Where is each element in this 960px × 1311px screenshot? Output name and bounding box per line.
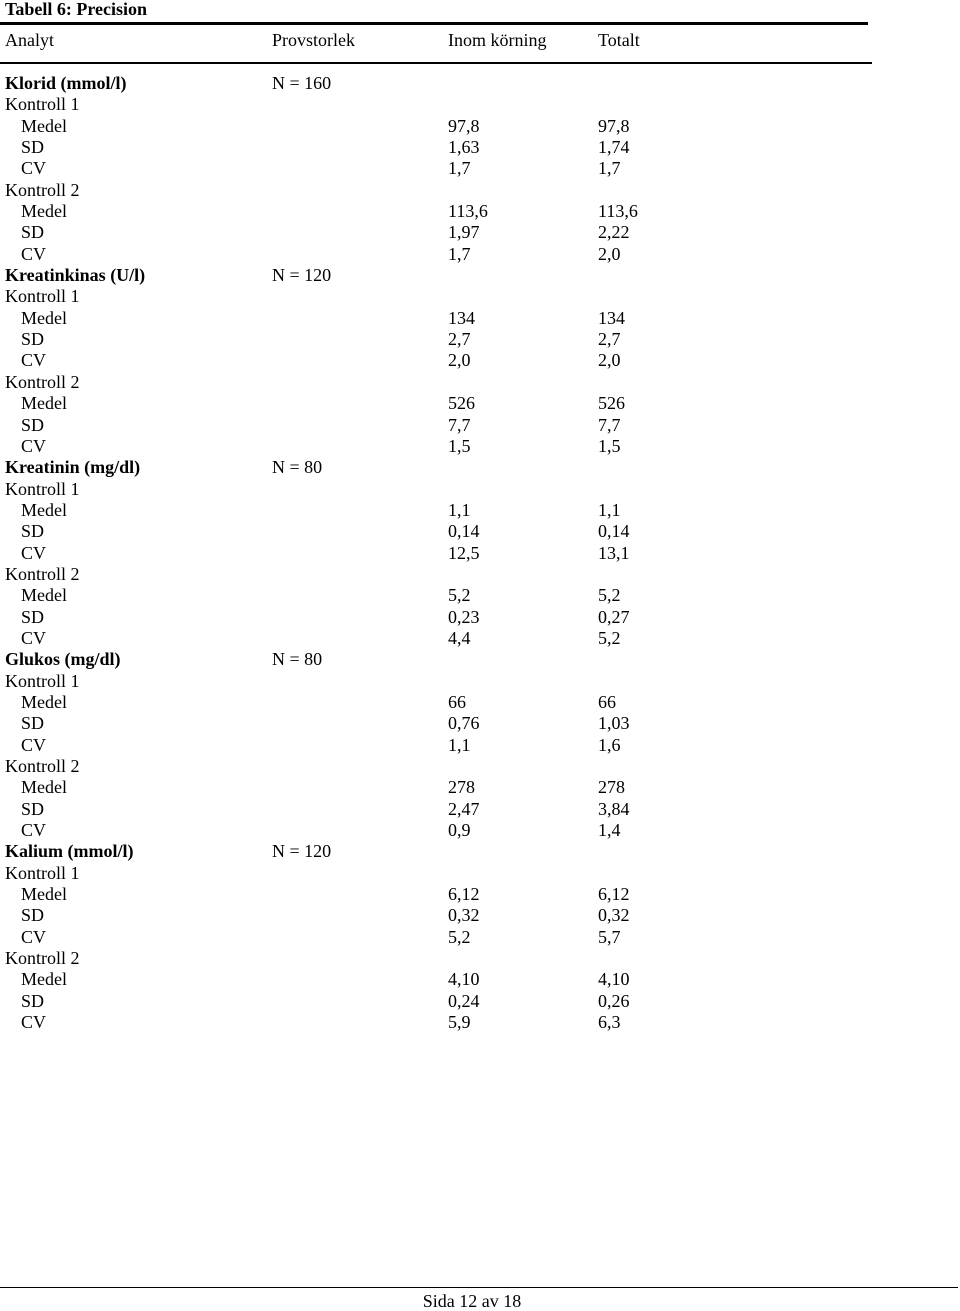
within-run-value: 2,47: [448, 798, 480, 819]
within-run-value: 5,2: [448, 926, 471, 947]
total-value: 2,22: [598, 222, 630, 243]
sample-size: N = 80: [272, 457, 323, 478]
sample-size: N = 120: [272, 841, 332, 862]
row-label: SD: [21, 137, 45, 158]
stat-row: [0, 712, 872, 733]
within-run-value: 97,8: [448, 115, 480, 136]
total-value: 0,27: [598, 606, 630, 627]
total-value: 134: [598, 307, 625, 328]
stat-row: [0, 734, 872, 755]
within-run-value: 1,63: [448, 137, 480, 158]
total-value: 5,2: [598, 627, 621, 648]
within-run-value: 6,12: [448, 884, 480, 905]
total-value: 6,12: [598, 884, 630, 905]
total-value: 7,7: [598, 414, 621, 435]
stat-row: [0, 349, 872, 370]
within-run-value: 0,24: [448, 990, 480, 1011]
stat-row: [0, 776, 872, 797]
row-label: CV: [21, 243, 47, 264]
total-value: 6,3: [598, 1012, 621, 1033]
analyte-row: [0, 264, 872, 285]
row-label: Kontroll 1: [5, 478, 80, 499]
total-value: 4,10: [598, 969, 630, 990]
total-value: 13,1: [598, 542, 630, 563]
row-label: SD: [21, 798, 45, 819]
row-label: SD: [21, 521, 45, 542]
row-label: SD: [21, 905, 45, 926]
total-value: 5,7: [598, 926, 621, 947]
stat-row: [0, 115, 872, 136]
row-label: CV: [21, 158, 47, 179]
row-label: Medel: [21, 201, 67, 222]
stat-row: [0, 328, 872, 349]
page-number: Sida 12 av 18: [422, 1291, 522, 1311]
within-run-value: 7,7: [448, 414, 471, 435]
stat-row: [0, 414, 872, 435]
control-row: [0, 285, 872, 306]
row-label: Medel: [21, 777, 67, 798]
stat-row: [0, 904, 872, 925]
within-run-value: 0,9: [448, 820, 471, 841]
analyte-row: [0, 456, 872, 477]
within-run-value: 1,1: [448, 499, 471, 520]
row-label: Kontroll 2: [5, 179, 80, 200]
total-value: 1,74: [598, 137, 630, 158]
header-provstorlek: Provstorlek: [272, 30, 355, 50]
footer-rule: [0, 1287, 958, 1288]
total-value: 1,5: [598, 435, 621, 456]
within-run-value: 1,5: [448, 435, 471, 456]
stat-row: [0, 520, 872, 541]
total-value: 3,84: [598, 798, 630, 819]
total-value: 526: [598, 393, 625, 414]
sample-size: N = 80: [272, 649, 323, 670]
row-label: CV: [21, 542, 47, 563]
total-value: 1,6: [598, 734, 621, 755]
total-value: 1,4: [598, 820, 621, 841]
analyte-row: [0, 648, 872, 669]
stat-row: [0, 542, 872, 563]
within-run-value: 113,6: [448, 201, 488, 222]
header-analyt: Analyt: [5, 30, 54, 50]
row-label: CV: [21, 926, 47, 947]
row-label: Kontroll 2: [5, 756, 80, 776]
table-top-rule: [0, 22, 868, 25]
within-run-value: 278: [448, 777, 475, 798]
within-run-value: 1,1: [448, 734, 471, 755]
stat-row: [0, 883, 872, 904]
header-totalt: Totalt: [598, 30, 640, 50]
row-label: Kontroll 2: [5, 563, 80, 584]
total-value: 0,14: [598, 521, 630, 542]
row-label: Medel: [21, 307, 67, 328]
table-body: [0, 72, 872, 1032]
stat-row: [0, 691, 872, 712]
row-label: Kontroll 1: [5, 862, 80, 883]
stat-row: [0, 200, 872, 221]
within-run-value: 0,23: [448, 606, 480, 627]
table-title: Tabell 6: Precision: [5, 0, 148, 19]
total-value: 0,32: [598, 905, 630, 926]
within-run-value: 526: [448, 393, 475, 414]
row-label: Kreatinkinas (U/l): [5, 265, 146, 286]
row-label: CV: [21, 350, 47, 371]
row-label: CV: [21, 435, 47, 456]
sample-size: N = 120: [272, 265, 332, 286]
control-row: [0, 755, 872, 776]
control-row: [0, 93, 872, 114]
row-label: Kontroll 1: [5, 286, 80, 307]
control-row: [0, 371, 872, 392]
within-run-value: 66: [448, 691, 466, 712]
within-run-value: 1,97: [448, 222, 480, 243]
header-inom-korning: Inom körning: [448, 30, 547, 50]
row-label: Kontroll 2: [5, 371, 80, 392]
row-label: Kontroll 2: [5, 948, 80, 969]
row-label: CV: [21, 734, 47, 755]
row-label: SD: [21, 606, 45, 627]
within-run-value: 0,32: [448, 905, 480, 926]
row-label: CV: [21, 820, 47, 841]
control-row: [0, 862, 872, 883]
stat-row: [0, 392, 872, 413]
analyte-row: [0, 840, 872, 861]
within-run-value: 5,2: [448, 585, 471, 606]
total-value: 1,1: [598, 499, 621, 520]
row-label: SD: [21, 990, 45, 1011]
row-label: SD: [21, 222, 45, 243]
within-run-value: 12,5: [448, 542, 480, 563]
stat-row: [0, 606, 872, 627]
stat-row: [0, 157, 872, 178]
stat-row: [0, 307, 872, 328]
total-value: 2,0: [598, 350, 621, 371]
stat-row: [0, 926, 872, 947]
control-row: [0, 563, 872, 584]
total-value: 97,8: [598, 115, 630, 136]
within-run-value: 1,7: [448, 158, 471, 179]
sample-size: N = 160: [272, 73, 332, 93]
control-row: [0, 947, 872, 968]
total-value: 2,0: [598, 243, 621, 264]
stat-row: [0, 990, 872, 1011]
total-value: 1,03: [598, 713, 630, 734]
row-label: CV: [21, 1012, 47, 1033]
stat-row: [0, 798, 872, 819]
stat-row: [0, 221, 872, 242]
within-run-value: 4,4: [448, 627, 471, 648]
control-row: [0, 179, 872, 200]
total-value: 66: [598, 691, 616, 712]
control-row: [0, 670, 872, 691]
stat-row: [0, 819, 872, 840]
stat-row: [0, 584, 872, 605]
stat-row: [0, 243, 872, 264]
table-header-rule: [0, 62, 872, 64]
total-value: 278: [598, 777, 625, 798]
row-label: SD: [21, 329, 45, 350]
total-value: 5,2: [598, 585, 621, 606]
row-label: Kontroll 1: [5, 94, 80, 115]
stat-row: [0, 1011, 872, 1032]
row-label: Medel: [21, 393, 67, 414]
row-label: Medel: [21, 969, 67, 990]
stat-row: [0, 968, 872, 989]
row-label: Medel: [21, 115, 67, 136]
within-run-value: 134: [448, 307, 475, 328]
row-label: SD: [21, 414, 45, 435]
row-label: Kreatinin (mg/dl): [5, 457, 141, 478]
total-value: 113,6: [598, 201, 638, 222]
within-run-value: 5,9: [448, 1012, 471, 1033]
row-label: Medel: [21, 691, 67, 712]
analyte-row: [0, 72, 872, 93]
within-run-value: 4,10: [448, 969, 480, 990]
row-label: Kontroll 1: [5, 670, 80, 691]
total-value: 2,7: [598, 329, 621, 350]
row-label: Medel: [21, 499, 67, 520]
row-label: Medel: [21, 884, 67, 905]
stat-row: [0, 435, 872, 456]
control-row: [0, 478, 872, 499]
table-header: [0, 29, 868, 53]
within-run-value: 0,76: [448, 713, 480, 734]
stat-row: [0, 136, 872, 157]
total-value: 1,7: [598, 158, 621, 179]
within-run-value: 0,14: [448, 521, 480, 542]
row-label: Klorid (mmol/l): [5, 73, 127, 93]
stat-row: [0, 499, 872, 520]
stat-row: [0, 627, 872, 648]
within-run-value: 2,0: [448, 350, 471, 371]
row-label: Medel: [21, 585, 67, 606]
row-label: SD: [21, 713, 45, 734]
within-run-value: 2,7: [448, 329, 471, 350]
total-value: 0,26: [598, 990, 630, 1011]
row-label: CV: [21, 627, 47, 648]
row-label: Glukos (mg/dl): [5, 649, 121, 670]
row-label: Kalium (mmol/l): [5, 841, 134, 862]
within-run-value: 1,7: [448, 243, 471, 264]
